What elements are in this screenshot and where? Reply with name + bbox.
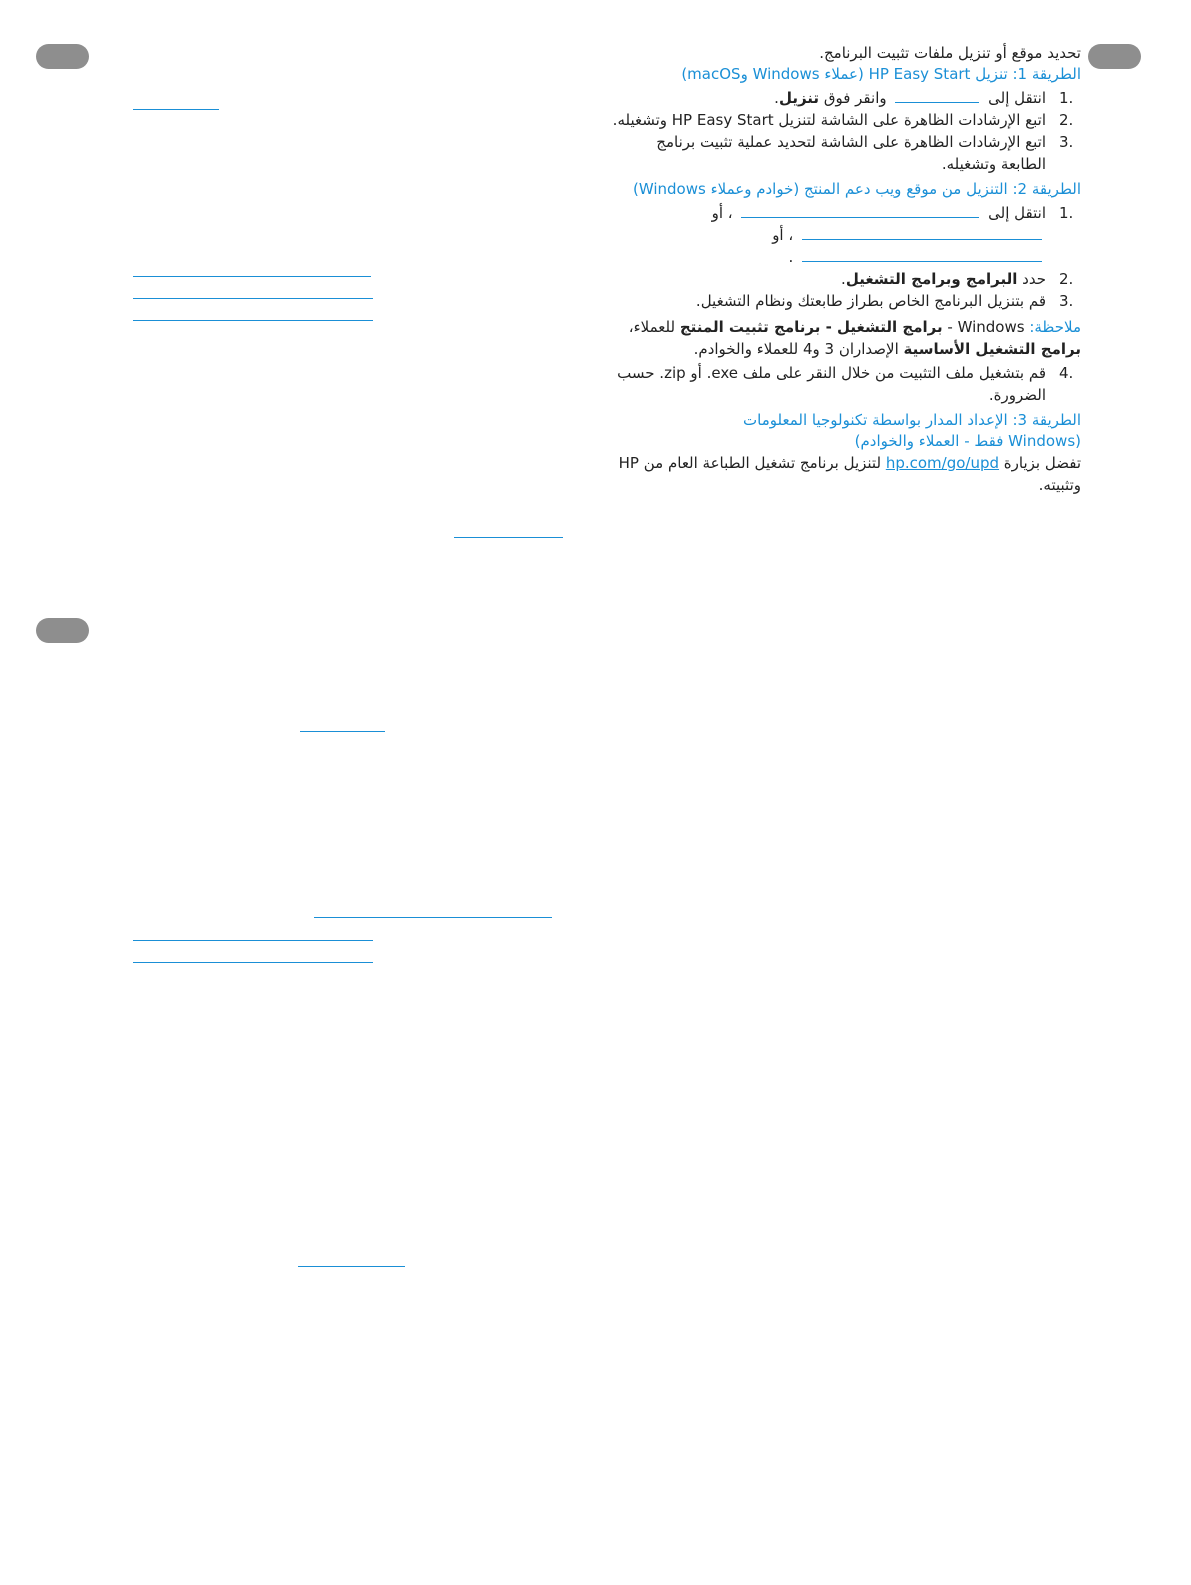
step-period: . [788,248,794,266]
step-number: 2. [1059,270,1074,288]
step-text: قم بتشغيل ملف التثبيت من خلال النقر على ملف exe. أو zip. حسب الضرورة. [617,364,1046,404]
method1-step-2 [611,109,1081,131]
url-blank[interactable] [741,204,979,218]
step-text: اتبع الإرشادات الظاهرة على الشاشة لتحديد عملية تثبيت برنامج الطابعة وتشغيله. [656,133,1046,173]
method2-step-2 [611,268,1081,290]
method3-heading [611,410,1081,452]
download-label: تنزيل [778,89,820,107]
step-badge-left-middle [36,618,89,643]
method2-heading: الطريقة 2: التنزيل من موقع ويب دعم المنتج (خوادم وعملاء Windows) [632,180,1081,198]
step-text: حدد [1022,270,1046,288]
step-number: 1. [1059,89,1074,107]
blank-link-line [133,109,219,110]
blank-link-line [300,731,385,732]
step-separator: ، أو [772,226,794,244]
note-text: Windows - [947,318,1025,336]
method3-pre: تفضل بزيارة [1003,454,1081,472]
step-text: انتقل إلى [988,89,1046,107]
method1-steps [611,87,1081,175]
step-text: انتقل إلى [988,204,1046,222]
note-label: ملاحظة: [1029,318,1081,336]
blank-link-line [133,962,373,963]
method3-heading-line1: الطريقة 3: الإعداد المدار بواسطة تكنولوجيا المعلومات [743,411,1081,429]
step-number: 3. [1059,292,1074,310]
upd-link[interactable]: hp.com/go/upd [885,454,1000,472]
blank-link-line [314,917,552,918]
method2-steps [611,202,1081,312]
step-number: 1. [1059,204,1074,222]
step-number: 2. [1059,111,1074,129]
step-period: . [841,270,846,288]
step-separator: ، أو [711,204,733,222]
url-blank[interactable] [895,89,979,103]
method2-steps-cont [611,362,1081,406]
method1-heading: الطريقة 1: تنزيل HP Easy Start (عملاء Windows وmacOS) [681,65,1081,83]
method2-step-4 [611,362,1081,406]
note-text: الإصداران 3 و4 للعملاء والخوادم. [693,340,899,358]
intro-text: تحديد موقع أو تنزيل ملفات تثبيت البرنامج. [819,44,1081,62]
step-number: 3. [1059,133,1074,151]
method3-text [611,452,1081,496]
blank-link-line [133,940,373,941]
note-bold: برامج التشغيل الأساسية [903,340,1081,358]
step-text: اتبع الإرشادات الظاهرة على الشاشة لتنزيل HP Easy Start وتشغيله. [612,111,1046,129]
arabic-instructions [611,42,1081,496]
step-period: . [774,89,779,107]
url-blank[interactable] [802,226,1042,240]
url-blank[interactable] [802,248,1042,262]
method1-step-3 [611,131,1081,175]
step-badge-right [1088,44,1141,69]
method2-step-1 [611,202,1081,268]
method2-step-3 [611,290,1081,312]
blank-link-line [454,537,563,538]
blank-link-line [133,320,373,321]
blank-link-line [133,276,371,277]
step-badge-left-top [36,44,89,69]
method3-heading-line2: (Windows فقط - العملاء والخوادم) [854,432,1081,450]
method1-step-1 [611,87,1081,109]
method2-note [611,316,1081,360]
software-drivers-label: البرامج وبرامج التشغيل [845,270,1018,288]
step-text: قم بتنزيل البرنامج الخاص بطراز طابعتك ونظام التشغيل. [695,292,1046,310]
blank-link-line [298,1266,405,1267]
blank-link-line [133,298,373,299]
note-text: للعملاء، [628,318,676,336]
step-text: وانقر فوق [823,89,887,107]
method3-post: لتنزيل برنامج تشغيل الطباعة العام من HP وتثبيته. [618,454,1081,494]
step-number: 4. [1059,364,1074,382]
note-bold: برامج التشغيل - برنامج تثبيت المنتج [679,318,943,336]
